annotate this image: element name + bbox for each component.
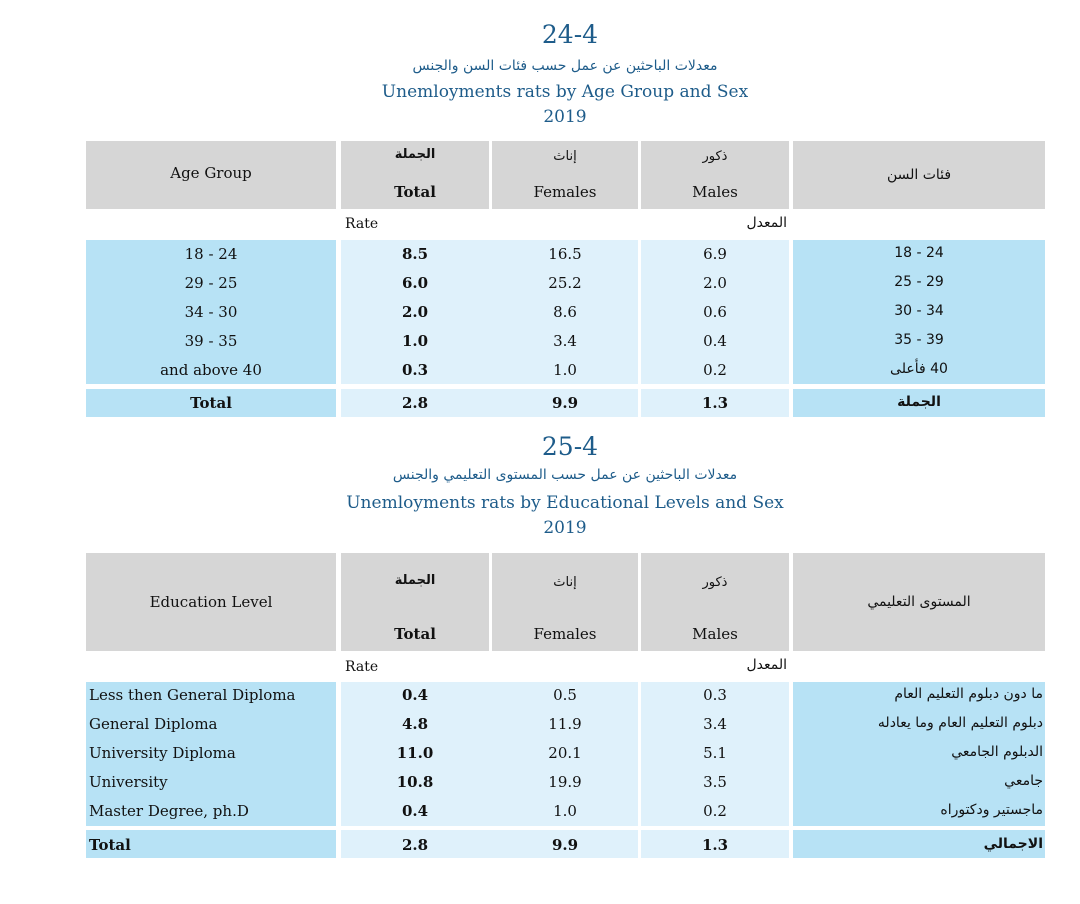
row-males: 1.3 <box>701 836 729 854</box>
row-females: 25.2 <box>548 274 582 292</box>
row-label-ar: الاجمالي <box>983 836 1043 852</box>
row-females: 20.1 <box>548 744 582 762</box>
header-total-en: Total <box>394 183 436 201</box>
table-year: 2019 <box>543 107 587 127</box>
row-total: 0.4 <box>401 802 429 820</box>
header-left-label: Age Group <box>170 164 252 182</box>
row-label-ar: ماجستير ودكتوراه <box>940 802 1043 818</box>
row-label-en: 29 - 25 <box>184 274 238 292</box>
row-females: 1.0 <box>553 802 577 820</box>
row-females: 3.4 <box>553 332 577 350</box>
row-females: 8.6 <box>553 303 577 321</box>
rate-label-ar: المعدل <box>746 215 787 231</box>
row-label-ar: الدبلوم الجامعي <box>951 744 1043 760</box>
row-females: 0.5 <box>553 686 577 704</box>
row-total: 0.4 <box>401 686 429 704</box>
row-total: 2.8 <box>401 394 429 412</box>
table-title-ar: معدلات الباحثين عن عمل حسب المستوى التعليمي والجنس <box>392 467 738 483</box>
row-label-en: University Diploma <box>89 744 236 762</box>
row-label-ar: دبلوم التعليم العام وما يعادله <box>877 715 1043 731</box>
row-total: 6.0 <box>401 274 429 292</box>
header-males-ar: ذكور <box>702 149 728 164</box>
row-total: 0.3 <box>401 361 429 379</box>
row-total: 11.0 <box>396 744 434 762</box>
rate-label-en: Rate <box>345 659 379 675</box>
table-number: 24-4 <box>541 20 599 49</box>
row-label-ar: ما دون دبلوم التعليم العام <box>894 686 1043 702</box>
header-females-ar: إناث <box>553 575 577 590</box>
row-label-en: University <box>89 773 168 791</box>
header-education-level-ar <box>793 553 1045 651</box>
row-label-ar: 29 - 25 <box>894 274 944 290</box>
header-right-label: المستوى التعليمي <box>867 594 971 610</box>
row-label-en: Master Degree, ph.D <box>89 802 249 820</box>
row-males: 3.5 <box>703 773 727 791</box>
row-females: 9.9 <box>551 836 579 854</box>
header-left-label: Education Level <box>149 593 273 611</box>
row-males: 1.3 <box>701 394 729 412</box>
row-label-en: 18 - 24 <box>184 245 238 263</box>
row-females: 9.9 <box>551 394 579 412</box>
row-label-en: Total <box>190 394 232 412</box>
row-males: 2.0 <box>703 274 727 292</box>
row-label-en: 39 - 35 <box>184 332 238 350</box>
table-number: 25-4 <box>541 432 599 461</box>
header-age-group-ar <box>793 141 1045 209</box>
header-males-en: Males <box>692 625 738 643</box>
row-label-en: General Diploma <box>89 715 218 733</box>
header-females-en: Females <box>533 625 597 643</box>
row-label-ar: الجملة <box>897 394 941 410</box>
header-total-en: Total <box>394 625 436 643</box>
row-label-ar: 39 - 35 <box>894 332 944 348</box>
table-title-ar: معدلات الباحثين عن عمل حسب فئات السن والجنس <box>412 58 718 74</box>
row-total: 2.8 <box>401 836 429 854</box>
row-females: 11.9 <box>548 715 582 733</box>
header-males-en: Males <box>692 183 738 201</box>
row-label-ar: 34 - 30 <box>894 303 944 319</box>
row-total: 4.8 <box>401 715 429 733</box>
row-total: 1.0 <box>401 332 429 350</box>
row-total: 2.0 <box>401 303 429 321</box>
row-label-ar: جامعي <box>1004 773 1043 789</box>
row-label-en: and above 40 <box>160 361 262 379</box>
row-label-en: Total <box>89 836 131 854</box>
table-year: 2019 <box>543 518 587 538</box>
header-females-en: Females <box>533 183 597 201</box>
row-females: 19.9 <box>548 773 582 791</box>
table-title-en: Unemloyments rats by Age Group and Sex <box>381 82 749 102</box>
row-males: 0.2 <box>703 802 727 820</box>
header-females-ar: إناث <box>553 149 577 164</box>
table-title-en: Unemloyments rats by Educational Levels and Sex <box>346 493 784 513</box>
header-age-group <box>86 141 336 209</box>
row-label-en: Less then General Diploma <box>89 686 296 704</box>
header-total-ar: الجملة <box>394 147 436 162</box>
row-label-ar: 40 فأعلى <box>890 361 948 377</box>
row-males: 5.1 <box>703 744 727 762</box>
header-education-level <box>86 553 336 651</box>
row-total: 10.8 <box>396 773 434 791</box>
row-females: 1.0 <box>553 361 577 379</box>
header-right-label: فئات السن <box>886 167 952 183</box>
row-females: 16.5 <box>548 245 582 263</box>
row-males: 0.3 <box>703 686 727 704</box>
row-males: 6.9 <box>703 245 727 263</box>
row-total: 8.5 <box>401 245 429 263</box>
row-label-ar: 24 - 18 <box>894 245 944 261</box>
row-label-en: 34 - 30 <box>184 303 238 321</box>
row-males: 0.6 <box>703 303 727 321</box>
header-total-ar: الجملة <box>394 573 436 588</box>
rate-label-ar: المعدل <box>746 657 787 673</box>
row-males: 3.4 <box>703 715 727 733</box>
header-males-ar: ذكور <box>702 575 728 590</box>
row-males: 0.2 <box>703 361 727 379</box>
row-males: 0.4 <box>703 332 727 350</box>
rate-label-en: Rate <box>345 216 379 232</box>
